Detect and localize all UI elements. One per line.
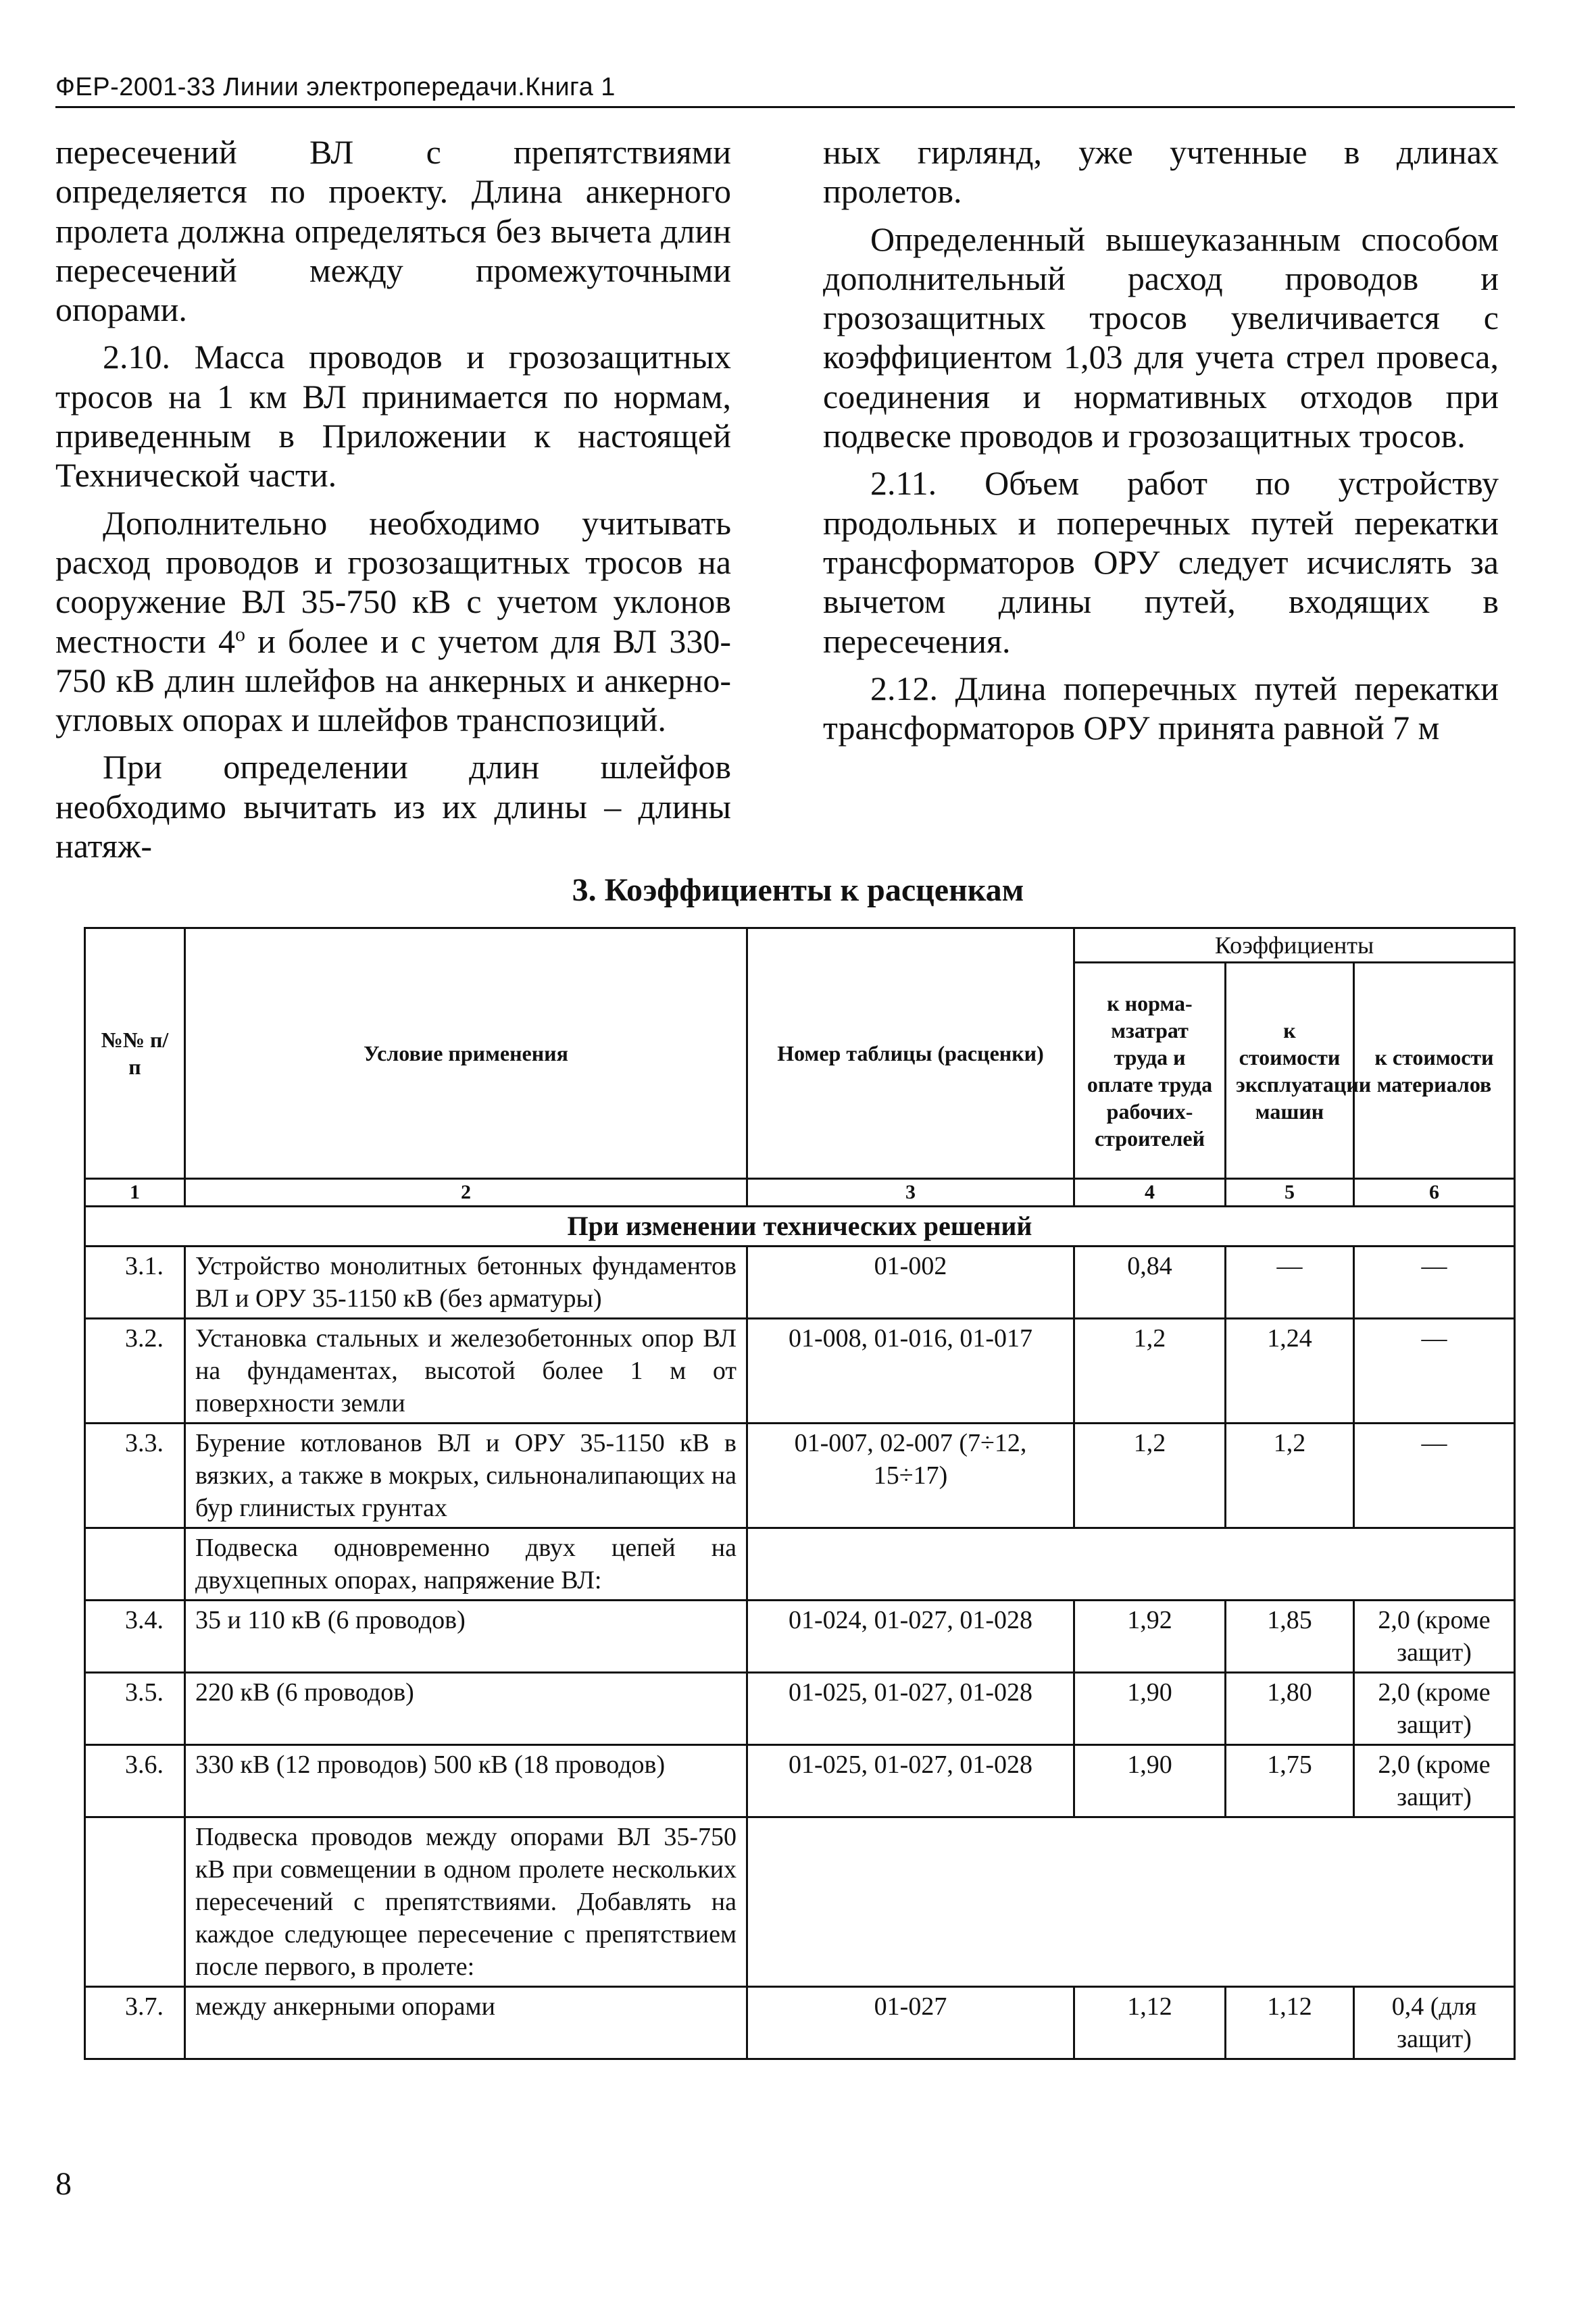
page-number: 8 (55, 2166, 72, 2202)
row-condition: 220 кВ (6 проводов) (185, 1673, 747, 1745)
row-number (85, 1528, 185, 1601)
row-condition: Подвеска проводов между опорами ВЛ 35-750 кВ при совмещении в одном пролете нескольких пересечений с препятствиями. Добавлять на каждое следующее пересечение с препятствием после первого, в пролете: (185, 1817, 747, 1987)
row-empty-span (747, 1528, 1515, 1601)
header-rule (55, 106, 1515, 108)
right-paragraph-1: ных гирлянд, уже учтенные в длинах пролетов. (823, 133, 1499, 211)
table-title: 3. Коэффициенты к расценкам (572, 872, 1024, 908)
header-coefficients: Коэффициенты (1074, 928, 1515, 963)
header-machines: к стоимости эксплуатации машин (1226, 963, 1354, 1179)
row-condition: Подвеска одновременно двух цепей на двухцепных опорах, напряжение ВЛ: (185, 1528, 747, 1601)
table-row (85, 1319, 1515, 1424)
row-number: 3.1. (85, 1247, 185, 1319)
coefficients-table (84, 927, 1516, 2060)
row-number: 3.7. (85, 1987, 185, 2059)
row-number (85, 1817, 185, 1987)
table-row (85, 1745, 1515, 1817)
row-table-no: 01-002 (747, 1247, 1074, 1319)
left-paragraph-2: 2.10. Масса проводов и грозозащитных тросов на 1 км ВЛ принимается по нормам, приведенным в Приложении к настоящей Технической части. (55, 338, 731, 495)
table-row (85, 1601, 1515, 1673)
left-paragraph-3 (55, 503, 731, 740)
column-number: 6 (1354, 1179, 1515, 1207)
row-k-labor: 1,2 (1074, 1319, 1226, 1424)
section-row (85, 1207, 1515, 1247)
right-paragraph-2: Определенный вышеуказанным способом дополнительный расход проводов и грозозащитных тросов увеличивается с коэффициентом 1,03 для учета стрел провеса, соединения и нормативных отходов при подвеске проводов и грозозащитных тросов. (823, 220, 1499, 455)
row-k-labor: 1,90 (1074, 1673, 1226, 1745)
row-condition: между анкерными опорами (185, 1987, 747, 2059)
row-table-no: 01-027 (747, 1987, 1074, 2059)
left-paragraph-3-text-a: Дополнительно необходимо учитывать расход проводов и грозозащитных тросов на сооружение ВЛ 35-750 кВ с учетом уклонов местности 4 (55, 503, 731, 660)
column-number: 1 (85, 1179, 185, 1207)
row-k-labor: 1,12 (1074, 1987, 1226, 2059)
right-paragraph-4: 2.12. Длина поперечных путей перекатки трансформаторов ОРУ принята равной 7 м (823, 669, 1499, 747)
header-labor: к норма-мзатрат труда и оплате труда рабочих-строителей (1074, 963, 1226, 1179)
row-number: 3.6. (85, 1745, 185, 1817)
row-table-no: 01-025, 01-027, 01-028 (747, 1745, 1074, 1817)
row-condition: Бурение котлованов ВЛ и ОРУ 35-1150 кВ в вязких, а также в мокрых, сильноналипающих на бур глинистых грунтах (185, 1424, 747, 1528)
row-table-no: 01-024, 01-027, 01-028 (747, 1601, 1074, 1673)
header-condition: Условие применения (185, 928, 747, 1179)
column-number: 2 (185, 1179, 747, 1207)
header-materials: к стоимости материалов (1354, 963, 1515, 1179)
right-column (823, 132, 1499, 755)
left-column (55, 132, 731, 874)
table-row (85, 1424, 1515, 1528)
row-condition: Установка стальных и железобетонных опор ВЛ на фундаментах, высотой более 1 м от поверхности земли (185, 1319, 747, 1424)
row-k-machines: 1,12 (1226, 1987, 1354, 2059)
row-k-materials: — (1354, 1424, 1515, 1528)
row-table-no: 01-025, 01-027, 01-028 (747, 1673, 1074, 1745)
left-paragraph-4: При определении длин шлейфов необходимо вычитать из их длины – длины натяж- (55, 748, 731, 865)
row-condition: 35 и 110 кВ (6 проводов) (185, 1601, 747, 1673)
row-k-materials: 2,0 (кроме защит) (1354, 1673, 1515, 1745)
running-head: ФЕР-2001-33 Линии электропередачи.Книга 1 (55, 73, 616, 101)
row-k-machines: — (1226, 1247, 1354, 1319)
table-row (85, 1817, 1515, 1987)
table-row (85, 1247, 1515, 1319)
left-paragraph-3-text-b: и более и с учетом для ВЛ 330-750 кВ длин шлейфов на анкерных и анкерно-угловых опорах и шлейфов транспозиций. (55, 622, 731, 739)
row-number: 3.3. (85, 1424, 185, 1528)
column-number-row (85, 1179, 1515, 1207)
row-condition: 330 кВ (12 проводов) 500 кВ (18 проводов) (185, 1745, 747, 1817)
row-k-machines: 1,80 (1226, 1673, 1354, 1745)
row-number: 3.2. (85, 1319, 185, 1424)
row-number: 3.5. (85, 1673, 185, 1745)
row-k-labor: 1,90 (1074, 1745, 1226, 1817)
section-heading: При изменении технических решений (85, 1207, 1515, 1247)
row-k-labor: 1,92 (1074, 1601, 1226, 1673)
degree-sign: о (235, 622, 245, 645)
table-row (85, 1528, 1515, 1601)
row-table-no: 01-008, 01-016, 01-017 (747, 1319, 1074, 1424)
right-paragraph-3: 2.11. Объем работ по устройству продольных и поперечных путей перекатки трансформаторов ОРУ следует исчислять за вычетом длины путей, входящих в пересечения. (823, 464, 1499, 660)
row-k-materials: 2,0 (кроме защит) (1354, 1601, 1515, 1673)
row-condition: Устройство монолитных бетонных фундаментов ВЛ и ОРУ 35-1150 кВ (без арматуры) (185, 1247, 747, 1319)
row-k-labor: 1,2 (1074, 1424, 1226, 1528)
row-k-machines: 1,24 (1226, 1319, 1354, 1424)
row-k-materials: — (1354, 1247, 1515, 1319)
row-k-machines: 1,85 (1226, 1601, 1354, 1673)
header-table-no: Номер таблицы (расценки) (747, 928, 1074, 1179)
column-number: 3 (747, 1179, 1074, 1207)
row-number: 3.4. (85, 1601, 185, 1673)
table-row (85, 1673, 1515, 1745)
table-row (85, 1987, 1515, 2059)
row-k-machines: 1,75 (1226, 1745, 1354, 1817)
left-paragraph-1: пересечений ВЛ с препятствиями определяется по проекту. Длина анкерного пролета должна определяться без вычета длин пересечений между промежуточными опорами. (55, 133, 731, 329)
row-k-labor: 0,84 (1074, 1247, 1226, 1319)
row-empty-span (747, 1817, 1515, 1987)
row-k-materials: 2,0 (кроме защит) (1354, 1745, 1515, 1817)
row-k-machines: 1,2 (1226, 1424, 1354, 1528)
column-number: 5 (1226, 1179, 1354, 1207)
row-k-materials: — (1354, 1319, 1515, 1424)
header-num: №№ п/п (85, 928, 185, 1179)
row-k-materials: 0,4 (для защит) (1354, 1987, 1515, 2059)
column-number: 4 (1074, 1179, 1226, 1207)
row-table-no: 01-007, 02-007 (7÷12, 15÷17) (747, 1424, 1074, 1528)
